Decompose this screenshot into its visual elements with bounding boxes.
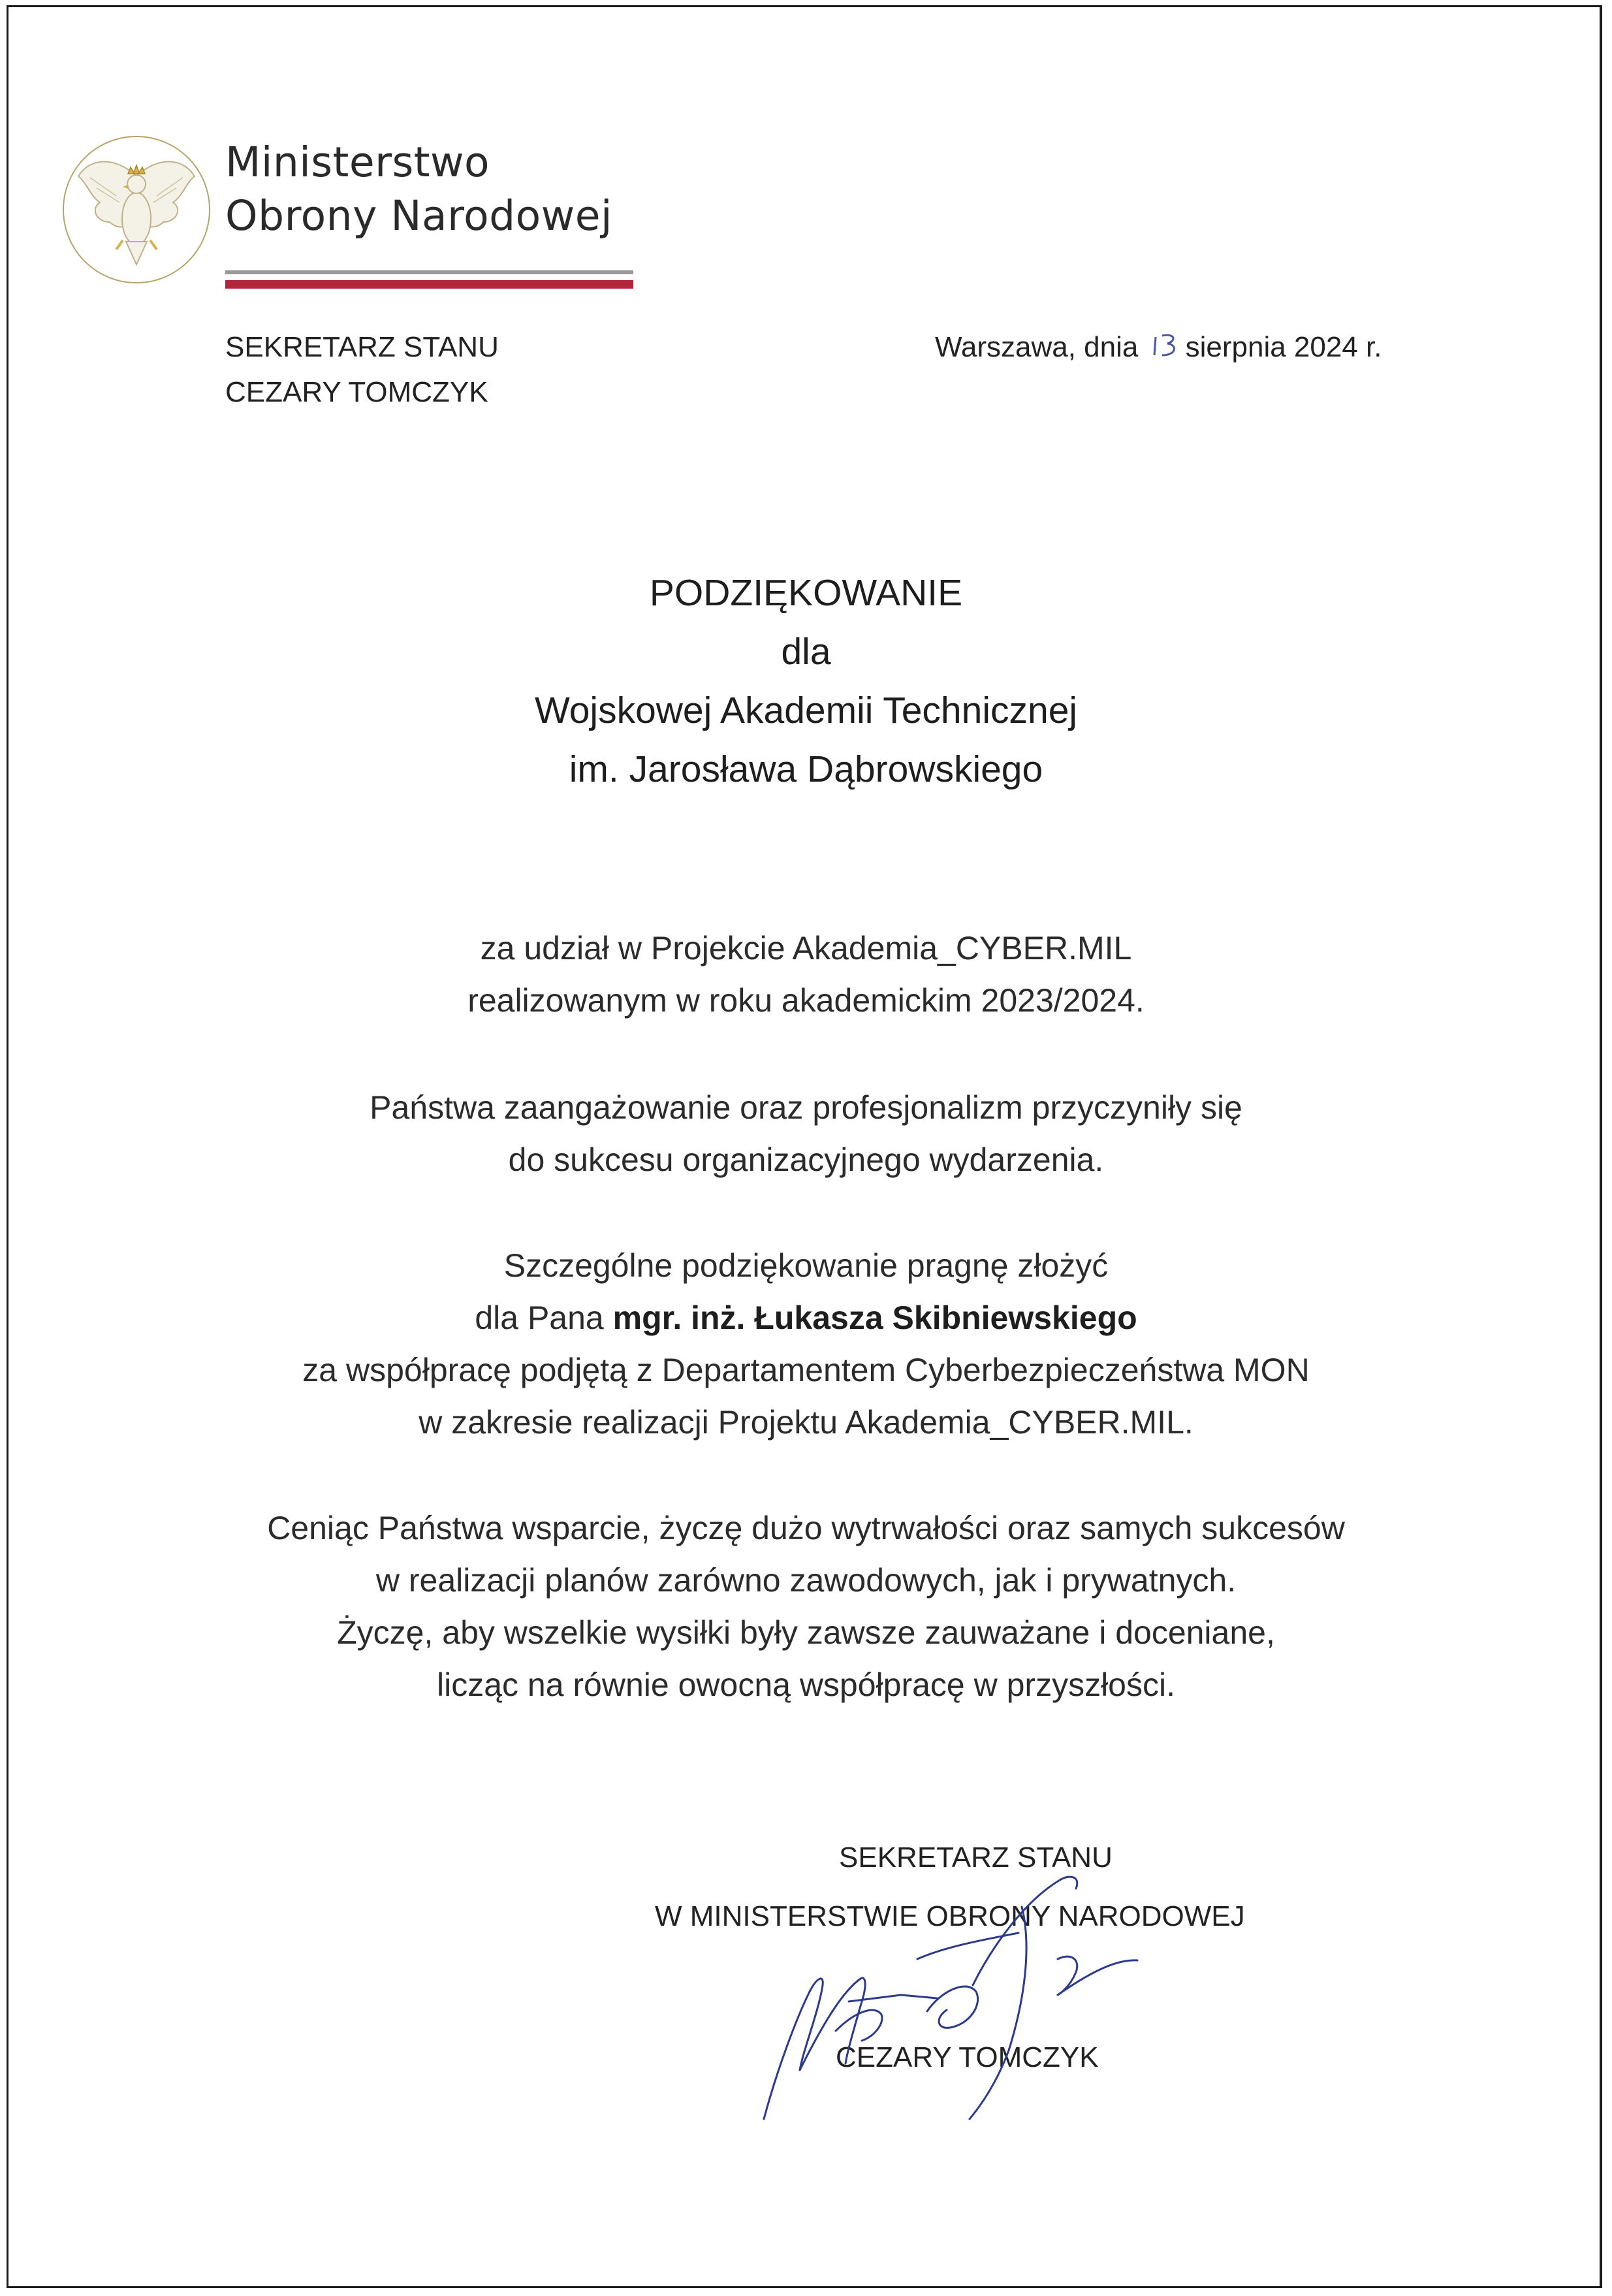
flag-red-stripe: [225, 280, 633, 289]
paragraph-engagement: [0, 1081, 1612, 1186]
national-colors-bar: [225, 270, 633, 290]
paragraph-line: za współpracę podjętą z Departamentem Cyberbezpieczeństwa MON: [302, 1352, 1310, 1388]
signatory-title: SEKRETARZ STANU: [839, 1842, 1113, 1873]
paragraph-line: licząc na równie owocną współpracę w przyszłości.: [436, 1666, 1175, 1703]
date-suffix: sierpnia 2024 r.: [1185, 331, 1382, 363]
paragraph-line: Szczególne podziękowanie pragnę złożyć: [503, 1247, 1109, 1284]
ministry-name: [225, 136, 612, 243]
paragraph-line: Życzę, aby wszelkie wysiłki były zawsze zauważane i doceniane,: [337, 1614, 1275, 1651]
ministry-name-line1: Ministerstwo: [225, 138, 490, 186]
title-line4: im. Jarosława Dąbrowskiego: [569, 748, 1043, 790]
date-prefix: Warszawa, dnia: [935, 331, 1139, 363]
paragraph-line: [0, 1292, 1612, 1344]
sender-title: SEKRETARZ STANU: [225, 331, 499, 363]
paragraph-line: za udział w Projekcie Akademia_CYBER.MIL: [480, 930, 1132, 966]
signatory-name: CEZARY TOMCZYK: [836, 2041, 1099, 2073]
recipient-name: mgr. inż. Łukasza Skibniewskiego: [612, 1299, 1137, 1336]
paragraph-special-thanks: [0, 1239, 1612, 1448]
paragraph-line: Ceniąc Państwa wsparcie, życzę dużo wytrwałości oraz samych sukcesów: [267, 1510, 1345, 1546]
title-line1: PODZIĘKOWANIE: [649, 572, 963, 614]
paragraph-line: Państwa zaangażowanie oraz profesjonalizm przyczyniły się: [370, 1089, 1242, 1126]
ministry-name-line2: Obrony Narodowej: [225, 192, 612, 240]
white-eagle-emblem-icon: [51, 131, 222, 289]
date-line: [935, 327, 1382, 368]
recipient-prefix: dla Pana: [475, 1299, 604, 1336]
flag-white-stripe: [225, 270, 633, 274]
sender-name: CEZARY TOMCZYK: [225, 376, 488, 408]
paragraph-line: w zakresie realizacji Projektu Akademia_CYBER.MIL.: [419, 1404, 1193, 1441]
paragraph-wishes: [0, 1502, 1612, 1711]
paragraph-line: realizowanym w roku akademickim 2023/2024.: [467, 982, 1145, 1019]
paragraph-project: [0, 922, 1612, 1027]
sender-block: [225, 327, 499, 413]
handwritten-signature: [751, 1861, 1221, 2148]
paragraph-line: do sukcesu organizacyjnego wydarzenia.: [508, 1141, 1104, 1178]
handwritten-day-number: [1146, 330, 1186, 359]
title-line3: Wojskowej Akademii Technicznej: [534, 690, 1078, 731]
signatory-ministry: W MINISTERSTWIE OBRONY NARODOWEJ: [655, 1900, 1245, 1932]
paragraph-line: w realizacji planów zarówno zawodowych, jak i prywatnych.: [375, 1562, 1237, 1599]
title-line2: dla: [781, 631, 831, 673]
document-title: [0, 564, 1612, 799]
